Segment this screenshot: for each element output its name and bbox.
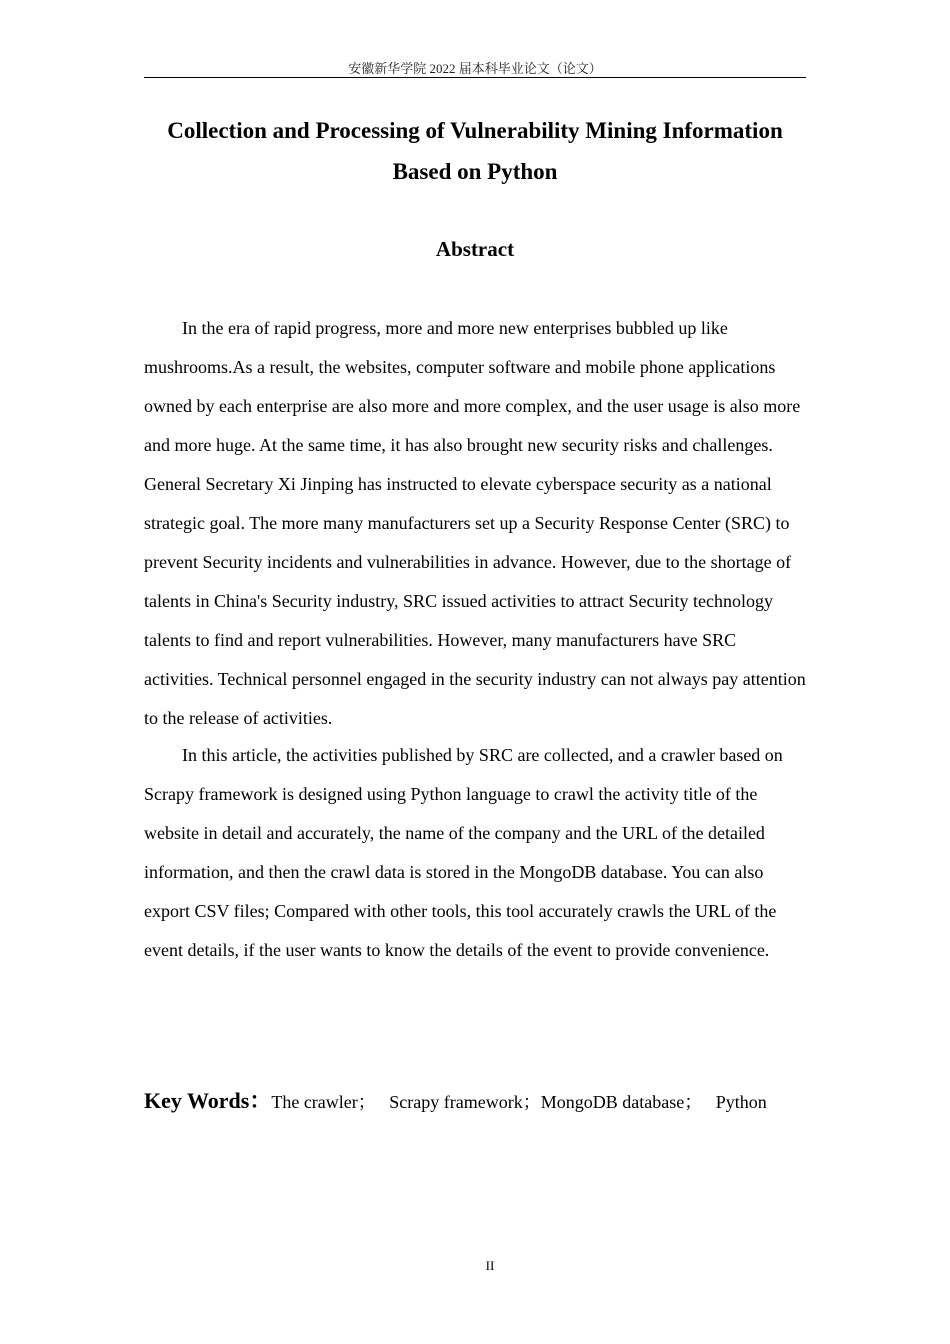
keyword-item: Python (715, 1092, 767, 1112)
thesis-title-line-1: Collection and Processing of Vulnerability Mining Information (167, 118, 783, 143)
thesis-title (144, 110, 806, 192)
abstract-heading: Abstract (435, 237, 515, 261)
abstract-body (144, 309, 806, 970)
header-rule (144, 77, 806, 78)
abstract-paragraph-1: In the era of rapid progress, more and more new enterprises bubbled up like mushrooms.As a result, the websites, computer software and mobile phone applications owned by each enterprise are also more and more complex, and the user usage is also more and more huge. At the same time, it has also brought new security risks and challenges. General Secretary Xi Jinping has instructed to elevate cyberspace security as a national strategic goal. The more many manufacturers set up a Security Response Center (SRC) to prevent Security incidents and vulnerabilities in advance. However, due to the shortage of talents in China's Security industry, SRC issued activities to attract Security technology talents to find and report vulnerabilities. However, many manufacturers have SRC activities. Technical personnel engaged in the security industry can not always pay attention to the release of activities. (144, 318, 806, 728)
thesis-title-line-2: Based on Python (392, 159, 558, 184)
keyword-item: MongoDB database； (540, 1092, 703, 1112)
running-header: 安徽新华学院 2022 届本科毕业论文（论文） (348, 61, 602, 76)
keywords-label: Key Words： (144, 1088, 272, 1113)
keywords-line (144, 1081, 824, 1122)
abstract-paragraph-2: In this article, the activities published by SRC are collected, and a crawler based on Scrapy framework is designed using Python language to crawl the activity title of the website in detail and accurately, the name of the company and the URL of the detailed information, and then the crawl data is stored in the MongoDB database. You can also export CSV files; Compared with other tools, this tool accurately crawls the URL of the event details, if the user wants to know the details of the event to provide convenience. (144, 745, 783, 960)
keyword-item: Scrapy framework； (389, 1092, 541, 1112)
page-number: II (485, 1258, 495, 1273)
keyword-item: The crawler； (271, 1092, 376, 1112)
